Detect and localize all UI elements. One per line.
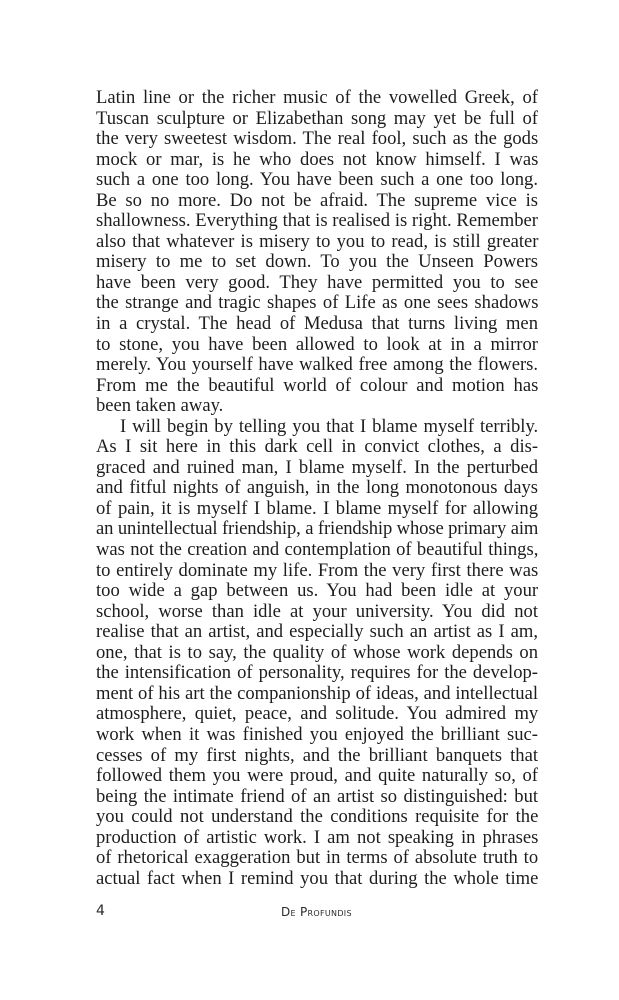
text-line: have been very good. They have permitted you to see [96,271,539,293]
text-line: I will begin by telling you that I blame myself terribly. [120,415,539,437]
text-line: been taken away. [96,395,224,417]
text-line: misery to me to set down. To you the Unseen Powers [96,251,538,273]
text-line: one, that is to say, the quality of whose work depends on [96,641,538,663]
text-line: in a crystal. The head of Medusa that turns living men [96,313,538,335]
text-line: being the intimate friend of an artist so distinguished: but [96,785,539,807]
text-line: of pain, it is myself I blame. I blame myself for allowing [96,497,538,519]
text-line: atmosphere, quiet, peace, and solitude. You admired my [96,703,539,725]
text-line: the intensification of personality, requires for the develop- [96,662,538,684]
text-line: merely. You yourself have walked free among the flowers. [96,354,539,376]
text-line: the strange and tragic shapes of Life as one sees shadows [96,292,539,314]
text-line: of rhetorical exaggeration but in terms of absolute truth to [96,847,539,869]
running-title: De Profundis [281,905,352,919]
text-line: an unintellectual friendship, a friendship whose primary aim [96,518,539,540]
text-line: shallowness. Everything that is realised is right. Remember [96,210,538,232]
text-line: to entirely dominate my life. From the very first there was [96,559,539,581]
text-line: mock or mar, is he who does not know himself. I was [96,148,539,170]
page-footer [96,903,538,923]
text-line: such a one too long. You have been such a one too long. [96,169,538,191]
text-line: to stone, you have been allowed to look at in a mirror [96,333,538,355]
text-line: ment of his art the companionship of ideas, and intellectual [96,682,538,704]
text-line: As I sit here in this dark cell in convict clothes, a dis- [96,436,539,458]
text-line: Be so no more. Do not be afraid. The supreme vice is [96,189,538,211]
text-line: the very sweetest wisdom. The real fool, such as the gods [96,128,539,150]
text-line: too wide a gap between us. You had been idle at your [96,580,539,602]
text-line: actual fact when I remind you that during the whole time [96,867,539,889]
text-line: school, worse than idle at your university. You did not [96,600,538,622]
text-line: cesses of my first nights, and the brilliant banquets that [96,744,539,766]
text-line: Latin line or the richer music of the vowelled Greek, of [96,87,538,108]
page-number: 4 [96,903,105,919]
text-line: realise that an artist, and especially such an artist as I am, [96,621,538,643]
text-line: followed them you were proud, and quite naturally so, of [96,765,538,787]
text-line: and fitful nights of anguish, in the long monotonous days [96,477,538,499]
text-line: Tuscan sculpture or Elizabethan song may yet be full of [96,107,538,129]
text-line: work when it was finished you enjoyed the brilliant suc- [96,723,538,745]
text-line: also that whatever is misery to you to read, is still greater [96,230,539,252]
text-line: you could not understand the conditions requisite for the [96,806,539,828]
text-line: graced and ruined man, I blame myself. In the perturbed [96,456,538,478]
text-line: was not the creation and contemplation of beautiful things, [96,539,539,561]
body-text [96,88,538,889]
text-line: production of artistic work. I am not speaking in phrases [96,826,539,848]
text-line: From me the beautiful world of colour and motion has [96,374,539,396]
